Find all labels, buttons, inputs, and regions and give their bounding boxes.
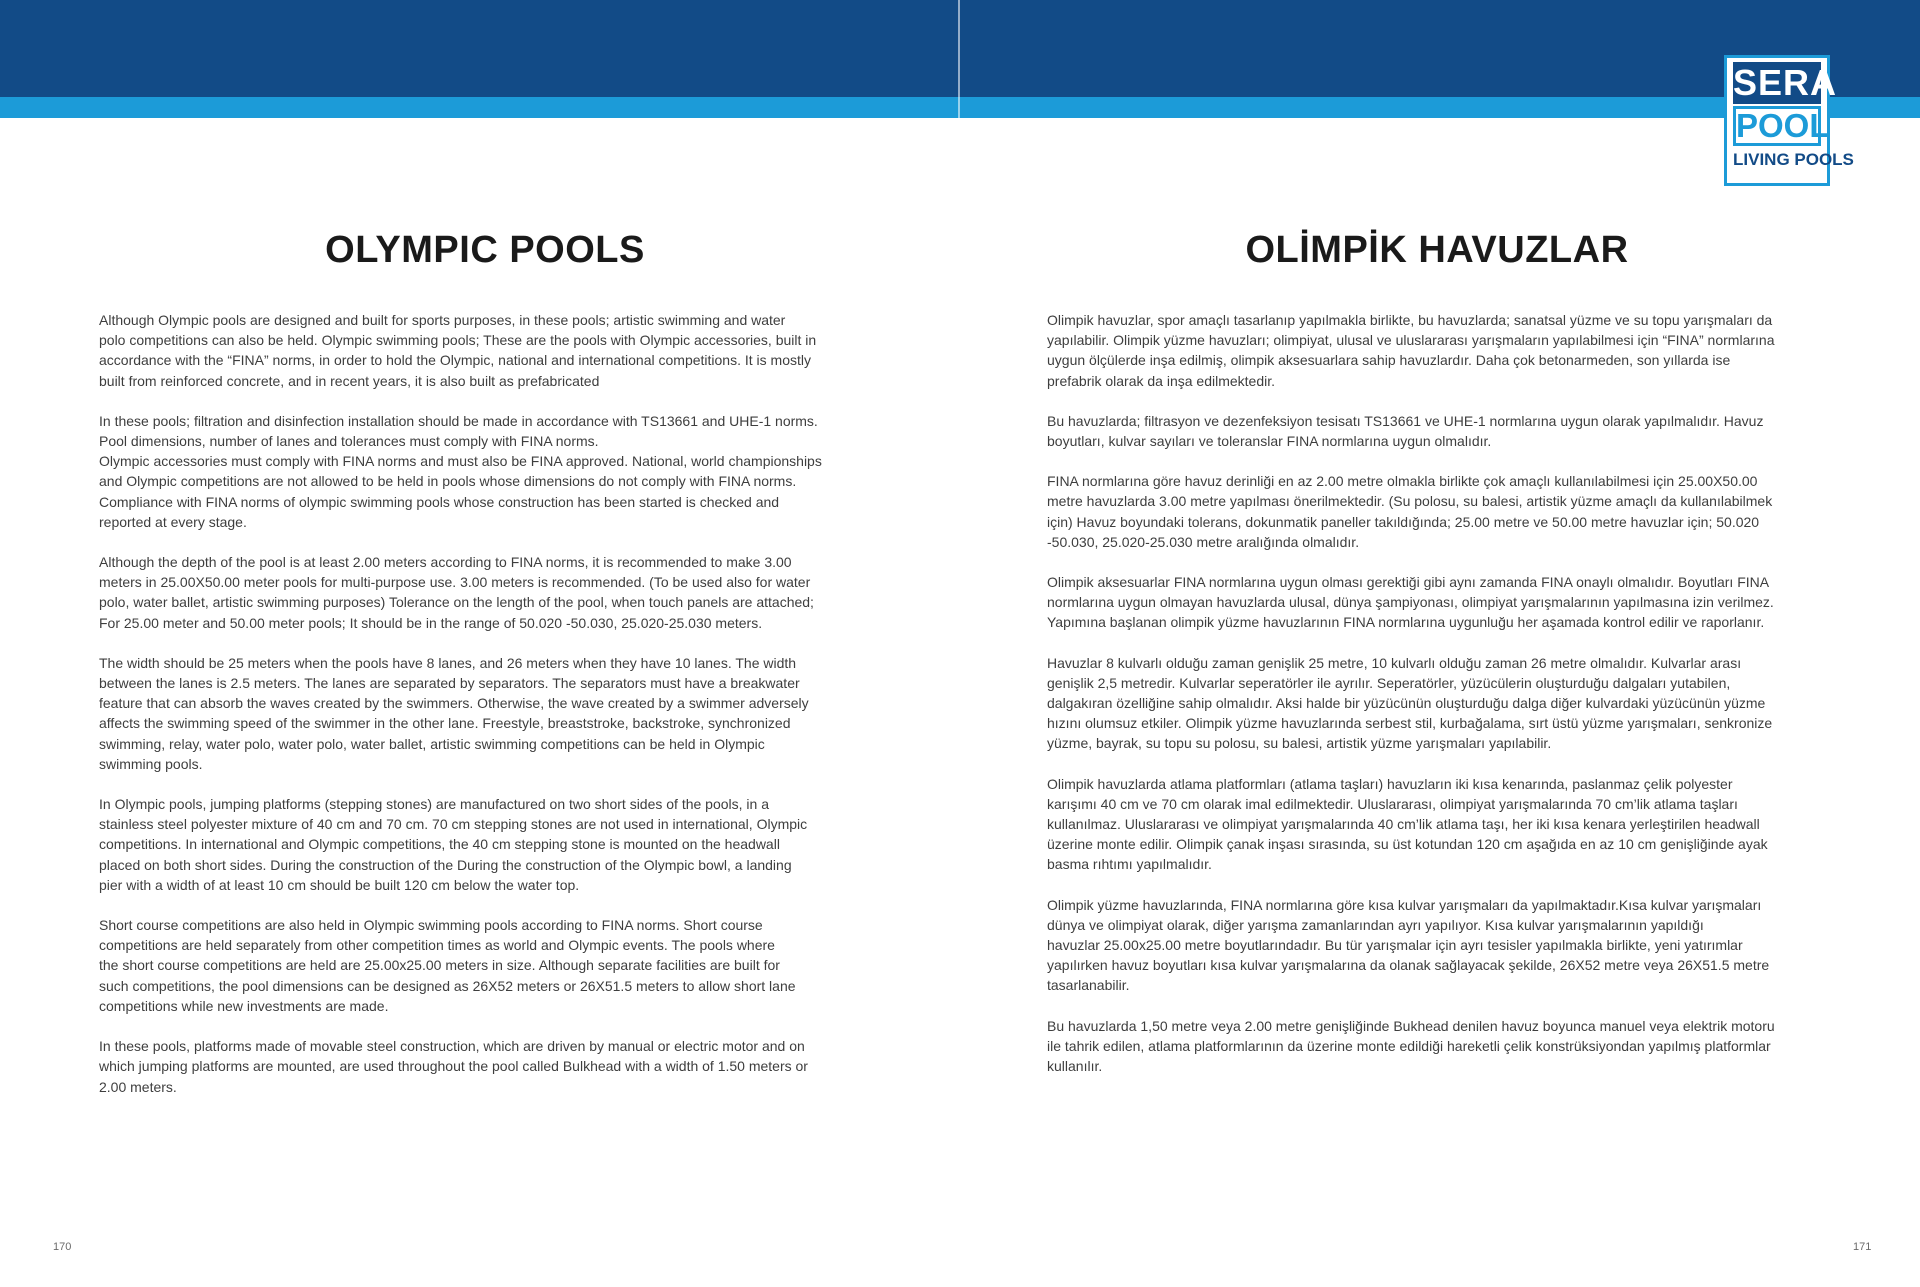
left-page	[99, 222, 871, 1117]
left-paragraph-6: Short course competitions are also held in Olympic swimming pools according to FINA norms. Short course competitions are held separately from other competition times as world and Olympic events. The pools where the short course competitions are held are 25.00x25.00 meters in size. Although separate facilities are built for such competitions, the pool dimensions can be designed as 26X52 meters or 26X51.5 meters to allow short lane competitions while new investments are made.	[99, 917, 796, 1014]
right-paragraph-8: Bu havuzlarda 1,50 metre veya 2.00 metre genişliğinde Bukhead denilen havuz boyunca manuel veya elektrik motoru ile tahrik edilen, atlama platformlarının da üzerine monte edildiği hareketli çelik konstrüksiyondan yapılmış platformlar kullanılır.	[1047, 1017, 1775, 1075]
logo-tagline: LIVING POOLS	[1733, 150, 1854, 169]
page-spine	[958, 0, 960, 118]
right-paragraph-2: Bu havuzlarda; filtrasyon ve dezenfeksiyon tesisatı TS13661 ve UHE-1 normlarına uygun olarak yapılmalıdır. Havuz boyutları, kulvar sayıları ve toleranslar FINA normlarına uygun olmalıdır.	[1047, 412, 1764, 450]
logo-sera-text: SERA	[1733, 62, 1838, 103]
right-paragraph-7: Olimpik yüzme havuzlarında, FINA normlarına göre kısa kulvar yarışmaları da yapılmaktadır.Kısa kulvar yarışmaları dünya ve olimpiyat olarak, diğer yarışma zamanlarından ayrı yapılıyor. Kısa kulvar yarışmalarının yapıldığı havuzlar 25.00x25.00 metre boyutlarındadır. Bu tür yarışmalar için ayrı tesisler yapılmakla birlikte, yeni yatırımlar yapılırken havuz boyutları kısa kulvar yarışmalarına da olanak sağlayacak şekilde, 26X52 metre veya 26X51.5 metre tasarlanabilir.	[1047, 896, 1770, 994]
header-band-dark	[0, 0, 1920, 97]
right-paragraph-6: Olimpik havuzlarda atlama platformları (atlama taşları) havuzların iki kısa kenarında, paslanmaz çelik polyester karışımı 40 cm ve 70 cm olarak imal edilmektedir. Uluslararası, olimpiyat yarışmalarında 70 cm’lik atlama taşları kullanılmaz. Uluslararası ve olimpiyat yarışmalarında 40 cm’lik atlama taşı, her iki kısa kenara yerleştirilen headwall üzerine monte edilir. Olimpik çanak inşası sırasında, su üst kotundan 120 cm aşağıda en az 10 cm genişliğinde ayak basma rıhtımı yapılmalıdır.	[1047, 775, 1768, 873]
left-paragraph-1: Although Olympic pools are designed and built for sports purposes, in these pools; artistic swimming and water polo competitions can also be held. Olympic swimming pools; These are the pools with Olympic accessories, built in accordance with the “FINA” norms, in order to hold the Olympic, national and international competitions. It is mostly built from reinforced concrete, and in recent years, it is also built as prefabricated	[99, 312, 817, 389]
right-paragraph-5: Havuzlar 8 kulvarlı olduğu zaman genişlik 25 metre, 10 kulvarlı olduğu zaman 26 metre olmalıdır. Kulvarlar arası genişlik 2,5 metredir. Kulvarlar seperatörler ile ayrılır. Seperatörler, yüzücülerin oluşturduğu dalgaları yutabilen, dalgakıran özelliğine sahip olmalıdır. Aksi halde bir yüzücünün oluşturduğu dalga diğer kulvardaki yüzücünün yüzme hızını olumsuz etkiler. Olimpik yüzme havuzlarında serbest stil, kurbağalama, sırt üstü yüzme yarışmaları, senkronize yüzme, bayrak, su topu su polosu, su balesi, artistik yüzme yarışmaları yapılabilir.	[1047, 654, 1773, 752]
page-number-right: 171	[1853, 1241, 1872, 1253]
right-paragraph-3: FINA normlarına göre havuz derinliği en az 2.00 metre olmakla birlikte çok amaçlı kullanılabilmesi için 25.00X50.00 metre havuzlarda 3.00 metre yapılması önerilmektedir. (Su polosu, su balesi, artistik yüzme amaçlı da kullanılabilmek için) Havuz boyundaki tolerans, dokunmatik paneller takıldığında; 25.00 metre ve 50.00 metre havuzlar için; 50.020 -50.030, 25.020-25.030 metre aralığında olmalıdır.	[1047, 473, 1773, 550]
brand-logo	[1724, 55, 1854, 186]
logo-pool-text: POOL	[1733, 106, 1821, 146]
header-band-light	[0, 97, 1920, 118]
left-paragraph-4: The width should be 25 meters when the pools have 8 lanes, and 26 meters when they have 10 lanes. The width between the lanes is 2.5 meters. The lanes are separated by separators. The separators must have a breakwater feature that can absorb the waves created by the swimmers. Otherwise, the wave created by a swimmer adversely affects the swimming speed of the swimmer in the other lane. Freestyle, breaststroke, backstroke, synchronized swimming, relay, water polo, water polo, water ballet, artistic swimming competitions can be held in Olympic swimming pools.	[99, 654, 809, 772]
page-number-left: 170	[53, 1241, 72, 1253]
right-page	[1047, 222, 1827, 1096]
left-page-title: OLYMPIC POOLS	[325, 229, 645, 271]
right-page-title: OLİMPİK HAVUZLAR	[1245, 229, 1629, 271]
left-paragraph-7: In these pools, platforms made of movable steel construction, which are driven by manual or electric motor and on which jumping platforms are mounted, are used throughout the pool called Bulkhead with a width of 1.50 meters or 2.00 meters.	[99, 1038, 808, 1095]
left-paragraph-5: In Olympic pools, jumping platforms (stepping stones) are manufactured on two short sides of the pools, in a stainless steel polyester mixture of 40 cm and 70 cm. 70 cm stepping stones are not used in international, Olympic competitions. In international and Olympic competitions, the 40 cm stepping stone is mounted on the headwall placed on both short sides. During the construction of the During the construction of the Olympic bowl, a landing pier with a width of at least 10 cm should be built 120 cm below the water top.	[99, 796, 808, 893]
left-paragraph-3: Although the depth of the pool is at least 2.00 meters according to FINA norms, it is recommended to make 3.00 meters in 25.00X50.00 meter pools for multi-purpose use. 3.00 meters is recommended. (To be used also for water polo, water ballet, artistic swimming purposes) Tolerance on the length of the pool, when touch panels are attached; For 25.00 meter and 50.00 meter pools; It should be in the range of 50.020 -50.030, 25.020-25.030 meters.	[99, 554, 814, 631]
right-paragraph-4: Olimpik aksesuarlar FINA normlarına uygun olması gerektiği gibi aynı zamanda FINA onaylı olmalıdır. Boyutları FINA normlarına uygun olmayan havuzlarda ulusal, dünya şampiyonası, olimpiyat yarışmalarının yapılmasına izin verilmez. Yapımına başlanan olimpik yüzme havuzlarının FINA normlarına uygunluğu her aşamada kontrol edilir ve raporlanır.	[1047, 574, 1774, 631]
left-paragraph-2: In these pools; filtration and disinfection installation should be made in accordance with TS13661 and UHE-1 norms. Pool dimensions, number of lanes and tolerances must comply with FINA norms. Olympic accessories must comply with FINA norms and must also be FINA approved. National, world championships and Olympic competitions are not allowed to be held in pools whose dimensions do not comply with FINA norms. Compliance with FINA norms of olympic swimming pools whose construction has been started is checked and reported at every stage.	[99, 412, 822, 530]
right-paragraph-1: Olimpik havuzlar, spor amaçlı tasarlanıp yapılmakla birlikte, bu havuzlarda; sanatsal yüzme ve su topu yarışmaları da yapılabilir. Olimpik yüzme havuzları; olimpiyat, ulusal ve uluslararası yarışmaların yapılabilmesi için “FINA” normlarına uygun ölçülerde inşa edilmiş, olimpik aksesuarlara sahip havuzlardır. Daha çok betonarmeden, son yıllarda ise prefabrik olarak da inşa edilmektedir.	[1047, 312, 1775, 389]
